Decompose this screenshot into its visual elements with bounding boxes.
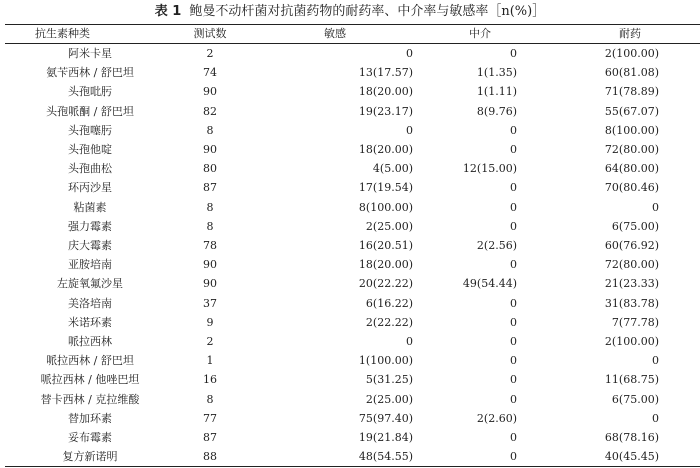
cell-test-count: 8 [206, 200, 214, 214]
cell-resistant: 2(100.00) [604, 47, 659, 60]
cell-test-count: 2 [206, 335, 214, 349]
cell-intermediate: 0 [510, 450, 517, 464]
cell-intermediate: 0 [510, 47, 517, 60]
cell-sensitive: 2(25.00) [365, 219, 413, 233]
cell-sensitive: 0 [406, 123, 413, 137]
cell-antibiotic: 妥布霉素 [68, 431, 112, 445]
table-row [5, 428, 700, 447]
table-row [5, 82, 700, 101]
cell-intermediate: 0 [510, 354, 517, 368]
cell-antibiotic: 庆大霉素 [68, 239, 112, 253]
cell-antibiotic: 左旋氧氟沙星 [57, 277, 123, 291]
cell-resistant: 72(80.00) [604, 258, 659, 272]
table-row [5, 274, 700, 293]
table-row [5, 409, 700, 428]
cell-intermediate: 0 [510, 296, 517, 310]
cell-intermediate: 12(15.00) [462, 162, 517, 176]
table-row [5, 351, 700, 370]
table-body [5, 44, 700, 467]
cell-resistant: 70(80.46) [604, 181, 659, 195]
cell-intermediate: 0 [510, 335, 517, 349]
cell-sensitive: 8(100.00) [358, 200, 413, 214]
header-resistant: 耐药 [619, 27, 641, 40]
table-row [5, 447, 700, 467]
cell-test-count: 9 [206, 315, 214, 329]
cell-intermediate: 1(1.35) [476, 66, 517, 80]
cell-intermediate: 0 [510, 200, 517, 214]
cell-sensitive: 2(25.00) [365, 392, 413, 406]
cell-resistant: 60(76.92) [604, 239, 659, 253]
cell-antibiotic: 氨苄西林 / 舒巴坦 [46, 66, 134, 80]
cell-resistant: 60(81.08) [604, 66, 659, 80]
cell-antibiotic: 美洛培南 [68, 296, 112, 310]
table-row [5, 198, 700, 217]
cell-intermediate: 0 [510, 315, 517, 329]
cell-resistant: 2(100.00) [604, 335, 659, 349]
table-row [5, 370, 700, 389]
cell-sensitive: 4(5.00) [372, 162, 413, 176]
cell-test-count: 1 [206, 354, 214, 368]
cell-intermediate: 49(54.44) [462, 277, 517, 291]
cell-test-count: 77 [203, 411, 217, 425]
cell-sensitive: 19(21.84) [358, 431, 413, 445]
cell-resistant: 11(68.75) [604, 373, 659, 387]
table-row [5, 236, 700, 255]
cell-test-count: 90 [203, 85, 217, 99]
cell-test-count: 37 [203, 296, 217, 310]
header-antibiotic: 抗生素种类 [35, 27, 90, 40]
cell-intermediate: 0 [510, 373, 517, 387]
cell-antibiotic: 粘菌素 [73, 200, 107, 214]
table-row [5, 140, 700, 159]
cell-antibiotic: 头孢吡肟 [68, 85, 112, 99]
table-number: 表 1 [154, 4, 182, 19]
cell-resistant: 71(78.89) [604, 85, 659, 99]
cell-sensitive: 2(22.22) [365, 315, 413, 329]
cell-antibiotic: 替加环素 [68, 411, 112, 425]
cell-sensitive: 6(16.22) [365, 296, 413, 310]
cell-intermediate: 0 [510, 181, 517, 195]
cell-antibiotic: 复方新诺明 [62, 450, 118, 464]
cell-sensitive: 48(54.55) [358, 450, 413, 464]
cell-antibiotic: 替卡西林 / 克拉维酸 [40, 392, 140, 406]
cell-test-count: 87 [203, 431, 217, 445]
cell-test-count: 90 [203, 277, 217, 291]
cell-antibiotic: 环丙沙星 [68, 181, 112, 195]
table-row [5, 217, 700, 236]
header-test-count: 测试数 [193, 27, 227, 40]
cell-resistant: 6(75.00) [611, 219, 659, 233]
cell-resistant: 55(67.07) [604, 104, 659, 118]
cell-test-count: 82 [203, 104, 217, 118]
cell-resistant: 72(80.00) [604, 143, 659, 157]
cell-resistant: 7(77.78) [611, 315, 659, 329]
cell-resistant: 0 [652, 200, 659, 214]
cell-resistant: 0 [652, 354, 659, 368]
cell-intermediate: 2(2.56) [476, 239, 517, 253]
cell-intermediate: 0 [510, 431, 517, 445]
header-sensitive: 敏感 [324, 27, 346, 40]
cell-antibiotic: 哌拉西林 [68, 335, 112, 349]
cell-antibiotic: 米诺环素 [68, 315, 112, 329]
table-row [5, 313, 700, 332]
cell-test-count: 90 [203, 143, 217, 157]
table-row [5, 294, 700, 313]
cell-sensitive: 18(20.00) [358, 85, 413, 99]
cell-test-count: 80 [203, 162, 217, 176]
cell-test-count: 8 [206, 219, 214, 233]
resistance-table [5, 24, 700, 467]
header-intermediate: 中介 [469, 27, 491, 40]
cell-resistant: 64(80.00) [604, 162, 659, 176]
table-row [5, 332, 700, 351]
table-row [5, 44, 700, 64]
table-row [5, 178, 700, 197]
cell-test-count: 74 [203, 66, 217, 80]
cell-sensitive: 16(20.51) [358, 239, 413, 253]
cell-antibiotic: 哌拉西林 / 他唑巴坦 [40, 373, 140, 387]
cell-intermediate: 0 [510, 392, 517, 406]
table-row [5, 63, 700, 82]
cell-sensitive: 0 [406, 335, 413, 349]
cell-antibiotic: 头孢噻肟 [68, 123, 112, 137]
table-row [5, 390, 700, 409]
cell-sensitive: 20(22.22) [358, 277, 413, 291]
cell-intermediate: 0 [510, 143, 517, 157]
cell-test-count: 8 [206, 123, 214, 137]
cell-intermediate: 8(9.76) [476, 104, 517, 118]
table-row [5, 159, 700, 178]
table-header [5, 25, 700, 44]
cell-sensitive: 75(97.40) [358, 411, 413, 425]
cell-sensitive: 17(19.54) [358, 181, 413, 195]
cell-intermediate: 1(1.11) [476, 85, 517, 99]
cell-sensitive: 19(23.17) [358, 104, 413, 118]
cell-test-count: 87 [203, 181, 217, 195]
cell-antibiotic: 亚胺培南 [68, 258, 112, 272]
table-row [5, 255, 700, 274]
cell-test-count: 8 [206, 392, 214, 406]
cell-resistant: 40(45.45) [604, 450, 659, 464]
cell-resistant: 31(83.78) [604, 296, 659, 310]
table-row [5, 102, 700, 121]
cell-intermediate: 0 [510, 123, 517, 137]
cell-intermediate: 0 [510, 258, 517, 272]
cell-resistant: 21(23.33) [604, 277, 659, 291]
table-title: 鲍曼不动杆菌对抗菌药物的耐药率、中介率与敏感率［n(%)］ [189, 4, 546, 19]
cell-sensitive: 13(17.57) [358, 66, 413, 80]
cell-antibiotic: 强力霉素 [68, 219, 112, 233]
cell-test-count: 2 [206, 47, 214, 60]
cell-antibiotic: 头孢哌酮 / 舒巴坦 [46, 104, 134, 118]
cell-resistant: 0 [652, 411, 659, 425]
cell-sensitive: 18(20.00) [358, 143, 413, 157]
cell-test-count: 78 [203, 239, 217, 253]
cell-sensitive: 1(100.00) [358, 354, 413, 368]
cell-resistant: 6(75.00) [611, 392, 659, 406]
cell-resistant: 8(100.00) [604, 123, 659, 137]
cell-intermediate: 2(2.60) [476, 411, 517, 425]
table-row [5, 121, 700, 140]
cell-sensitive: 0 [406, 47, 413, 60]
table-caption [0, 3, 700, 21]
cell-test-count: 88 [203, 450, 217, 464]
cell-test-count: 90 [203, 258, 217, 272]
cell-sensitive: 18(20.00) [358, 258, 413, 272]
cell-antibiotic: 哌拉西林 / 舒巴坦 [46, 354, 134, 368]
cell-intermediate: 0 [510, 219, 517, 233]
cell-antibiotic: 头孢他啶 [68, 143, 112, 157]
cell-antibiotic: 阿米卡星 [68, 47, 112, 60]
cell-resistant: 68(78.16) [604, 431, 659, 445]
cell-sensitive: 5(31.25) [365, 373, 413, 387]
cell-antibiotic: 头孢曲松 [68, 162, 112, 176]
header-row [5, 25, 700, 44]
cell-test-count: 16 [203, 373, 217, 387]
